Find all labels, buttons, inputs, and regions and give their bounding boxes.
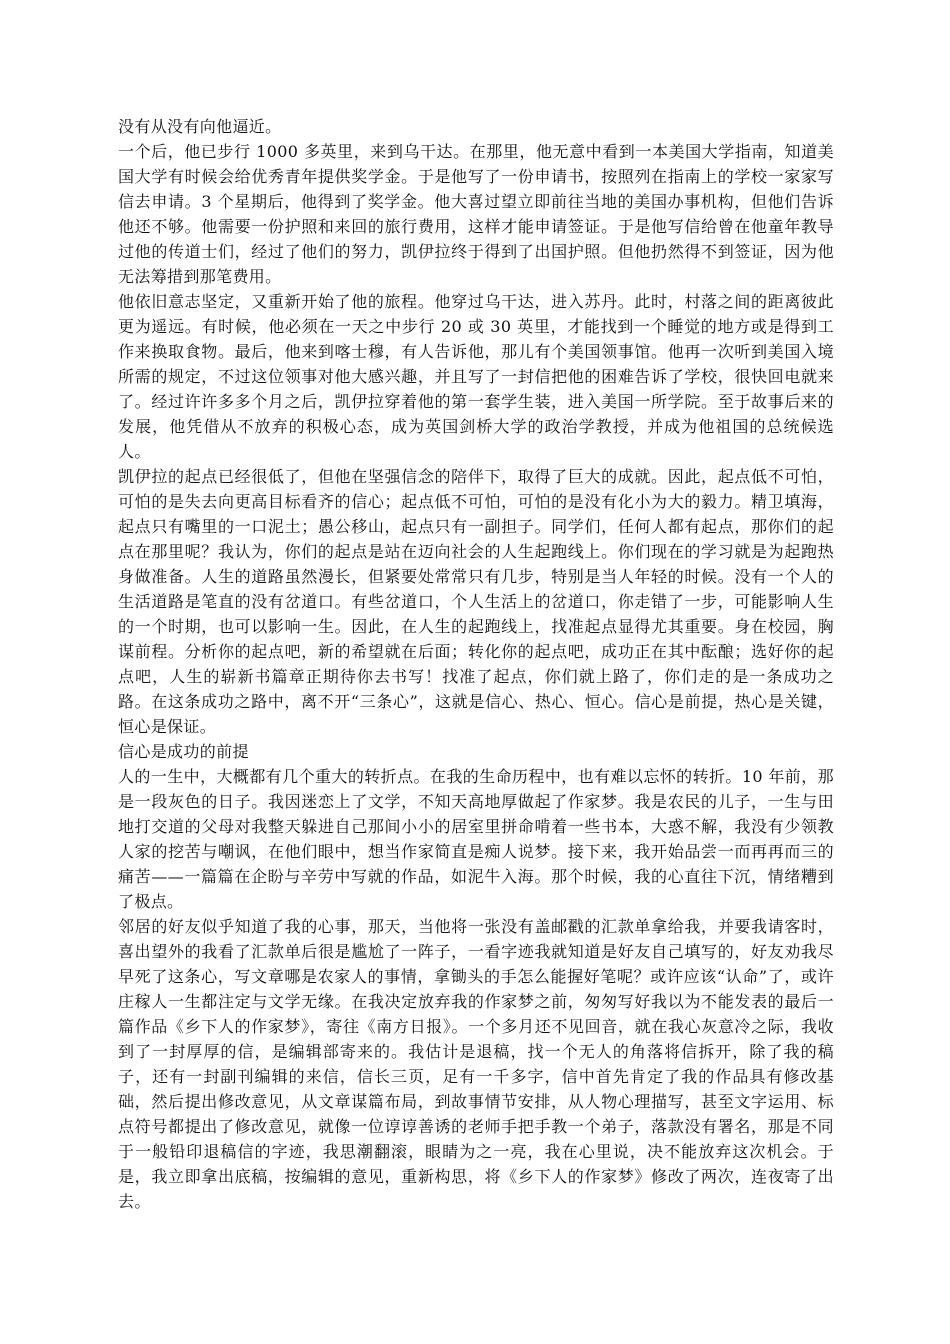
paragraph-5: 人的一生中，大概都有几个重大的转折点。在我的生命历程中，也有难以忘怀的转折。10 年前，那是一段灰色的日子。我因迷恋上了文学，不知天高地厚做起了作家梦。我是农民的儿子，一生与田地打交道的父母对我整天躲进自己那间小小的居室里拼命啃着一些书本，大惑不解，我没有少领教人家的挖苦与嘲讽，在他们眼中，想当作家简直是痴人说梦。接下来，我开始品尝一而再再而三的痛苦——一篇篇在企盼与辛劳中写就的作品，如泥牛入海。那个时候，我的心直往下沉，情绪糟到了极点。 — [118, 767, 834, 911]
paragraph-3: 他依旧意志坚定，又重新开始了他的旅程。他穿过乌干达，进入苏丹。此时，村落之间的距离彼此更为遥远。有时候，他必须在一天之中步行 20 或 30 英里，才能找到一个睡觉的地方或是得到工作来换取食物。最后，他来到喀士穆，有人告诉他，那儿有个美国领事馆。他再一次听到美国入境所需的规定，不过这位领事对他大感兴趣，并且写了一封信把他的困难告诉了学校，很快回电就来了。经过许许多多个月之后，凯伊拉穿着他的第一套学生装，进入美国一所学院。至于故事后来的发展，他凭借从不放弃的积极心态，成为英国剑桥大学的政治学教授，并成为他祖国的总统候选人。 — [118, 292, 834, 461]
paragraph-1: 没有从没有向他逼近。 — [118, 117, 282, 136]
paragraph-4: 凯伊拉的起点已经很低了，但他在坚强信念的陪伴下，取得了巨大的成就。因此，起点低不可怕，可怕的是失去向更高目标看齐的信心；起点低不可怕，可怕的是没有化小为大的毅力。精卫填海，起点只有嘴里的一口泥土；愚公移山，起点只有一副担子。同学们，任何人都有起点，那你们的起点在那里呢？我认为，你们的起点是站在迈向社会的人生起跑线上。你们现在的学习就是为起跑热身做准备。人生的道路虽然漫长，但紧要处常常只有几步，特别是当人年轻的时候。没有一个人的生活道路是笔直的没有岔道口。有些岔道口，个人生活上的岔道口，你走错了一步，可能影响人生的一个时期，也可以影响一生。因此，在人生的起跑线上，找准起点显得尤其重要。身在校园，胸谋前程。分析你的起点吧，新的希望就在后面；转化你的起点吧，成功正在其中酝酿；选好你的起点吧，人生的崭新书篇章正期待你去书写！找准了起点，你们就上路了，你们走的是一条成功之路。在这条成功之路中，离不开“三条心”，这就是信心、热心、恒心。信心是前提，热心是关键，恒心是保证。 — [118, 467, 834, 736]
paragraph-6: 邻居的好友似乎知道了我的心事，那天，当他将一张没有盖邮戳的汇款单拿给我，并要我请客时，喜出望外的我看了汇款单后很是尴尬了一阵子，一看字迹我就知道是好友自己填写的，好友劝我尽早死了这条心，写文章哪是农家人的事情，拿锄头的手怎么能握好笔呢？或许应该“认命”了，或许庄稼人一生都注定与文学无缘。在我决定放弃我的作家梦之前，匆匆写好我以为不能发表的最后一篇作品《乡下人的作家梦》，寄往《南方日报》。一个多月还不见回音，就在我心灰意冷之际，我收到了一封厚厚的信，是编辑部寄来的。我估计是退稿，找一个无人的角落将信拆开，除了我的稿子，还有一封副刊编辑的来信，信长三页，足有一千多字，信中首先肯定了我的作品具有修改基础，然后提出修改意见，从文章谋篇布局，到故事情节安排，从人物心理描写，甚至文字运用、标点符号都提出了修改意见，就像一位谆谆善诱的老师手把手教一个弟子，落款没有署名，那是不同于一般铅印退稿信的字迹，我思潮翻滚，眼睛为之一亮，我在心里说，决不能放弃这次机会。于是，我立即拿出底稿，按编辑的意见，重新构思，将《乡下人的作家梦》修改了两次，连夜寄了出去。 — [118, 917, 834, 1211]
paragraph-2: 一个后，他已步行 1000 多英里，来到乌干达。在那里，他无意中看到一本美国大学指南，知道美国大学有时候会给优秀青年提供奖学金。于是他写了一份申请书，按照列在指南上的学校一家家写信去申请。3 个星期后，他得到了奖学金。他大喜过望立即前往当地的美国办事机构，但他们告诉他还不够。他需要一份护照和来回的旅行费用，这样才能申请签证。于是他写信给曾在他童年教导过他的传道士们，经过了他们的努力，凯伊拉终于得到了出国护照。但他扔然得不到签证，因为他无法筹措到那笔费用。 — [118, 142, 834, 286]
section-heading: 信心是成功的前提 — [118, 742, 249, 761]
document-body — [118, 114, 834, 1214]
